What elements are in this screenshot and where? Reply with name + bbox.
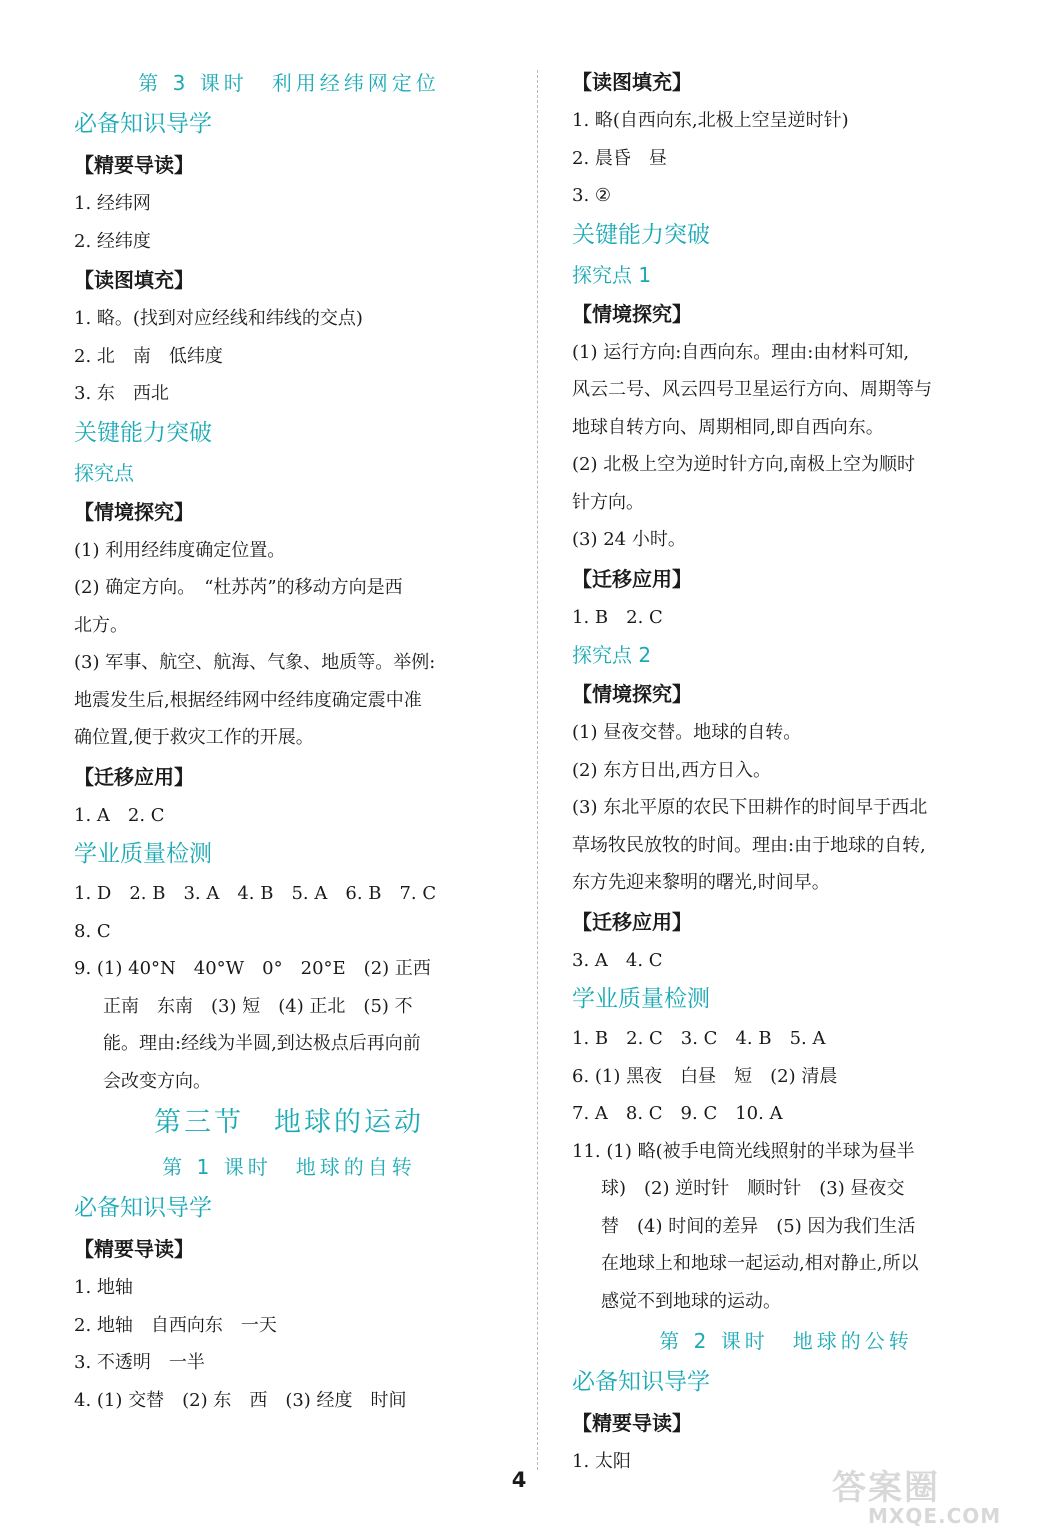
answer-line: 1. D 2. B 3. A 4. B 5. A 6. B 7. C bbox=[74, 883, 437, 904]
answer-line: 3. A 4. C bbox=[572, 949, 663, 971]
answer-line: (3) 东北平原的农民下田耕作的时间早于西北 bbox=[572, 797, 928, 818]
answer-line: (2) 东方日出,西方日入。 bbox=[572, 759, 771, 781]
bracket-heading: 【精要导读】 bbox=[74, 1237, 194, 1261]
answer-line: 7. A 8. C 9. C 10. A bbox=[572, 1103, 783, 1124]
answer-line: 地震发生后,根据经纬网中经纬度确定震中准 bbox=[74, 689, 422, 711]
right-column bbox=[572, 62, 1000, 1481]
bracket-heading: 【情境探究】 bbox=[74, 499, 194, 524]
answer-line: 11. (1) 略(被手电筒光线照射的半球为昼半 bbox=[572, 1140, 915, 1162]
answer-line: 1. A 2. C bbox=[74, 804, 165, 826]
section-heading: 必备知识导学 bbox=[74, 111, 212, 137]
answer-line: 北方。 bbox=[74, 614, 128, 636]
answer-line: 9. (1) 40°N 40°W 0° 20°E (2) 正西 bbox=[74, 958, 431, 979]
answer-line: 1. 太阳 bbox=[572, 1451, 631, 1472]
answer-line: 2. 晨昏 昼 bbox=[572, 147, 667, 169]
answer-line: 1. 略。(找到对应经线和纬线的交点) bbox=[74, 308, 363, 329]
answer-line: 6. (1) 黑夜 白昼 短 (2) 清晨 bbox=[572, 1065, 838, 1087]
subsection-heading: 探究点 2 bbox=[572, 643, 652, 667]
left-column bbox=[74, 62, 504, 1419]
lesson-title: 第 2 课时 地球的公转 bbox=[659, 1329, 913, 1353]
chapter-title: 第三节 地球的运动 bbox=[154, 1107, 424, 1138]
answer-line: 替 (4) 时间的差异 (5) 因为我们生活 bbox=[601, 1215, 916, 1237]
subsection-heading: 探究点 1 bbox=[572, 262, 652, 287]
answer-line: 感觉不到地球的运动。 bbox=[601, 1290, 781, 1312]
bracket-heading: 【读图填充】 bbox=[572, 70, 692, 94]
answer-line: 确位置,便于救灾工作的开展。 bbox=[74, 727, 314, 748]
answer-line: 球) (2) 逆时针 顺时针 (3) 昼夜交 bbox=[601, 1178, 905, 1199]
bracket-heading: 【迁移应用】 bbox=[74, 764, 194, 789]
bracket-heading: 【情境探究】 bbox=[572, 682, 692, 706]
answer-line: (1) 昼夜交替。地球的自转。 bbox=[572, 722, 802, 743]
answer-line: (1) 利用经纬度确定位置。 bbox=[74, 539, 286, 561]
answer-line: (2) 确定方向。 “杜苏芮”的移动方向是西 bbox=[74, 577, 403, 598]
page-number: 4 bbox=[511, 1468, 527, 1492]
answer-line: 4. (1) 交替 (2) 东 西 (3) 经度 时间 bbox=[74, 1389, 407, 1411]
answer-line: 正南 东南 (3) 短 (4) 正北 (5) 不 bbox=[103, 995, 413, 1017]
answer-line: 东方先迎来黎明的曙光,时间早。 bbox=[572, 872, 830, 893]
section-heading: 必备知识导学 bbox=[74, 1195, 212, 1221]
bracket-heading: 【精要导读】 bbox=[74, 153, 194, 177]
answer-line: 8. C bbox=[74, 920, 111, 942]
lesson-title: 第 3 课时 利用经纬网定位 bbox=[138, 71, 440, 95]
answer-line: 1. 经纬网 bbox=[74, 193, 151, 214]
bracket-heading: 【迁移应用】 bbox=[572, 566, 692, 591]
subsection-heading: 探究点 bbox=[74, 460, 134, 485]
answer-line: 针方向。 bbox=[572, 491, 644, 513]
answer-line: 3. ② bbox=[572, 185, 612, 206]
section-heading: 学业质量检测 bbox=[74, 841, 212, 867]
answer-line: 1. 地轴 bbox=[74, 1277, 133, 1298]
bracket-heading: 【精要导读】 bbox=[572, 1411, 692, 1435]
bracket-heading: 【迁移应用】 bbox=[572, 909, 692, 934]
section-heading: 关键能力突破 bbox=[74, 419, 212, 446]
section-heading: 必备知识导学 bbox=[572, 1369, 710, 1395]
bracket-heading: 【读图填充】 bbox=[74, 268, 194, 292]
watermark-logo-text: 答案圈 bbox=[832, 1468, 940, 1508]
section-heading: 学业质量检测 bbox=[572, 986, 710, 1012]
answer-line: 会改变方向。 bbox=[103, 1070, 211, 1092]
answer-line: 在地球上和地球一起运动,相对静止,所以 bbox=[601, 1253, 919, 1274]
watermark-url: MXQE.COM bbox=[868, 1504, 1002, 1528]
answer-line: 3. 不透明 一半 bbox=[74, 1352, 205, 1373]
answer-line: 1. B 2. C 3. C 4. B 5. A bbox=[572, 1028, 826, 1049]
answer-line: 1. B 2. C bbox=[572, 606, 663, 628]
answer-line: 1. 略(自西向东,北极上空呈逆时针) bbox=[572, 110, 849, 131]
answer-line: (3) 军事、航空、航海、气象、地质等。举例: bbox=[74, 652, 436, 673]
watermark-logo bbox=[832, 1460, 1028, 1530]
answer-line: (1) 运行方向:自西向东。理由:由材料可知, bbox=[572, 341, 910, 363]
section-heading: 关键能力突破 bbox=[572, 221, 710, 248]
answer-line: 2. 北 南 低纬度 bbox=[74, 345, 223, 367]
column-divider bbox=[537, 70, 538, 1470]
answer-line: 3. 东 西北 bbox=[74, 383, 169, 404]
answer-line: 2. 经纬度 bbox=[74, 230, 151, 252]
answer-line: 2. 地轴 自西向东 一天 bbox=[74, 1314, 277, 1336]
answer-line: (3) 24 小时。 bbox=[572, 529, 686, 550]
answer-line: 风云二号、风云四号卫星运行方向、周期等与 bbox=[572, 379, 932, 400]
answer-line: 地球自转方向、周期相同,即自西向东。 bbox=[572, 416, 884, 438]
bracket-heading: 【情境探究】 bbox=[572, 301, 692, 326]
answer-line: (2) 北极上空为逆时针方向,南极上空为顺时 bbox=[572, 454, 915, 475]
answer-line: 草场牧民放牧的时间。理由:由于地球的自转, bbox=[572, 834, 926, 856]
lesson-title: 第 1 课时 地球的自转 bbox=[162, 1155, 416, 1179]
answer-line: 能。理由:经线为半圆,到达极点后再向前 bbox=[103, 1033, 421, 1054]
